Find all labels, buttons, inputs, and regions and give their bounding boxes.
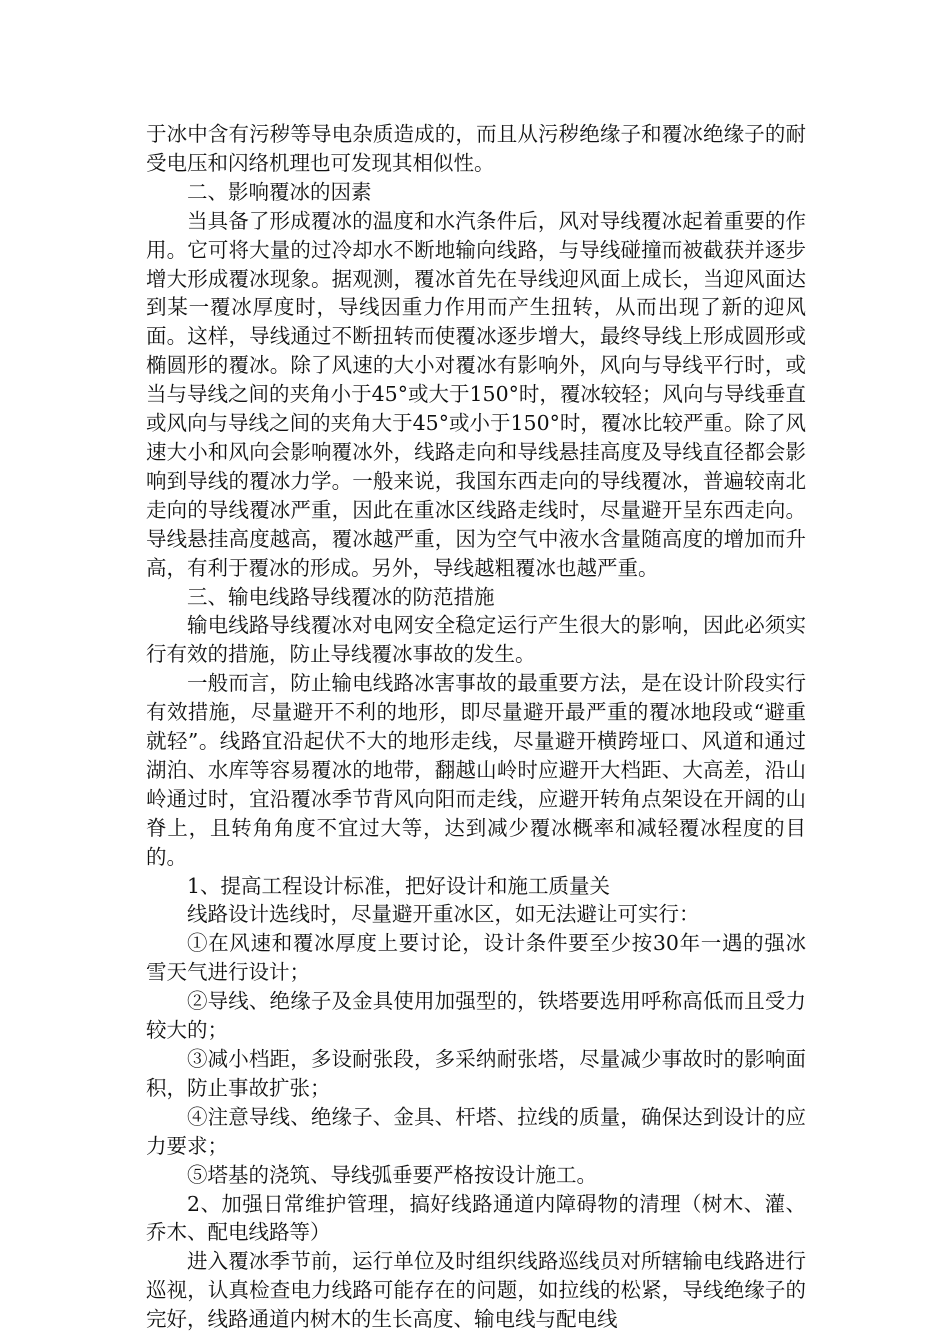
paragraph-measures-intro: 输电线路导线覆冰对电网安全稳定运行产生很大的影响，因此必须实行有效的措施，防止导线覆冰事故的发生。 bbox=[146, 613, 806, 667]
paragraph-design-stage: 一般而言，防止输电线路冰害事故的最重要方法，是在设计阶段实行有效措施，尽量避开不利的地形，即尽量避开最严重的覆冰地段或“避重就轻”。线路宜沿起伏不大的地形走线，尽量避开横跨垭口、风道和通过湖泊、水库等容易覆冰的地带，翻越山岭时应避开大档距、大高差，沿山岭通过时，宜沿覆冰季节背风向阳而走线，应避开转角点架设在开阔的山脊上，且转角角度不宜过大等，达到减少覆冰概率和减轻覆冰程度的目的。 bbox=[146, 671, 806, 869]
paragraph-route-selection: 线路设计选线时，尽量避开重冰区，如无法避让可实行： bbox=[187, 902, 700, 927]
paragraph-inspection: 进入覆冰季节前，运行单位及时组织线路巡线员对所辖输电线路进行巡视，认真检查电力线路可能存在的问题，如拉线的松紧，导线绝缘子的完好，线路通道内树木的生长高度、输电线与配电线 bbox=[146, 1249, 806, 1332]
subheading-design-standards: 1、提高工程设计标准，把好设计和施工质量关 bbox=[187, 873, 611, 898]
list-item-5: ⑤塔基的浇筑、导线弧垂要严格按设计施工。 bbox=[187, 1162, 597, 1187]
subheading-maintenance: 2、加强日常维护管理，搞好线路通道内障碍物的清理（树木、灌、乔木、配电线路等） bbox=[146, 1191, 806, 1245]
list-item-4: ④注意导线、绝缘子、金具、杆塔、拉线的质量，确保达到设计的应力要求； bbox=[146, 1104, 806, 1158]
list-item-1: ①在风速和覆冰厚度上要讨论，设计条件要至少按30年一遇的强冰雪天气进行设计； bbox=[146, 931, 806, 985]
paragraph-wind-effect: 当具备了形成覆冰的温度和水汽条件后，风对导线覆冰起着重要的作用。它可将大量的过冷却水不断地输向线路，与导线碰撞而被截获并逐步增大形成覆冰现象。据观测，覆冰首先在导线迎风面上成长，当迎风面达到某一覆冰厚度时，导线因重力作用而产生扭转，从而出现了新的迎风面。这样，导线通过不断扭转而使覆冰逐步增大，最终导线上形成圆形或椭圆形的覆冰。除了风速的大小对覆冰有影响外，风向与导线平行时，或当与导线之间的夹角小于45°或大于150°时，覆冰较轻；风向与导线垂直或风向与导线之间的夹角大于45°或小于150°时，覆冰比较严重。除了风速大小和风向会影响覆冰外，线路走向和导线悬挂高度及导线直径都会影响到导线的覆冰力学。一般来说，我国东西走向的导线覆冰，普遍较南北走向的导线覆冰严重，因此在重冰区线路走线时，尽量避开呈东西走向。导线悬挂高度越高，覆冰越严重，因为空气中液水含量随高度的增加而升高，有利于覆冰的形成。另外，导线越粗覆冰也越严重。 bbox=[146, 208, 806, 580]
list-item-3: ③减小档距，多设耐张段，多采纳耐张塔，尽量减少事故时的影响面积，防止事故扩张； bbox=[146, 1047, 806, 1100]
document-body bbox=[146, 120, 806, 1334]
list-item-2: ②导线、绝缘子及金具使用加强型的，铁塔要选用呼称高低而且受力较大的； bbox=[146, 989, 806, 1043]
section-heading-factors: 二、影响覆冰的因素 bbox=[187, 179, 372, 204]
paragraph-continuation: 于冰中含有污秽等导电杂质造成的，而且从污秽绝缘子和覆冰绝缘子的耐受电压和闪络机理也可发现其相似性。 bbox=[146, 122, 806, 175]
section-heading-measures: 三、输电线路导线覆冰的防范措施 bbox=[187, 584, 495, 609]
